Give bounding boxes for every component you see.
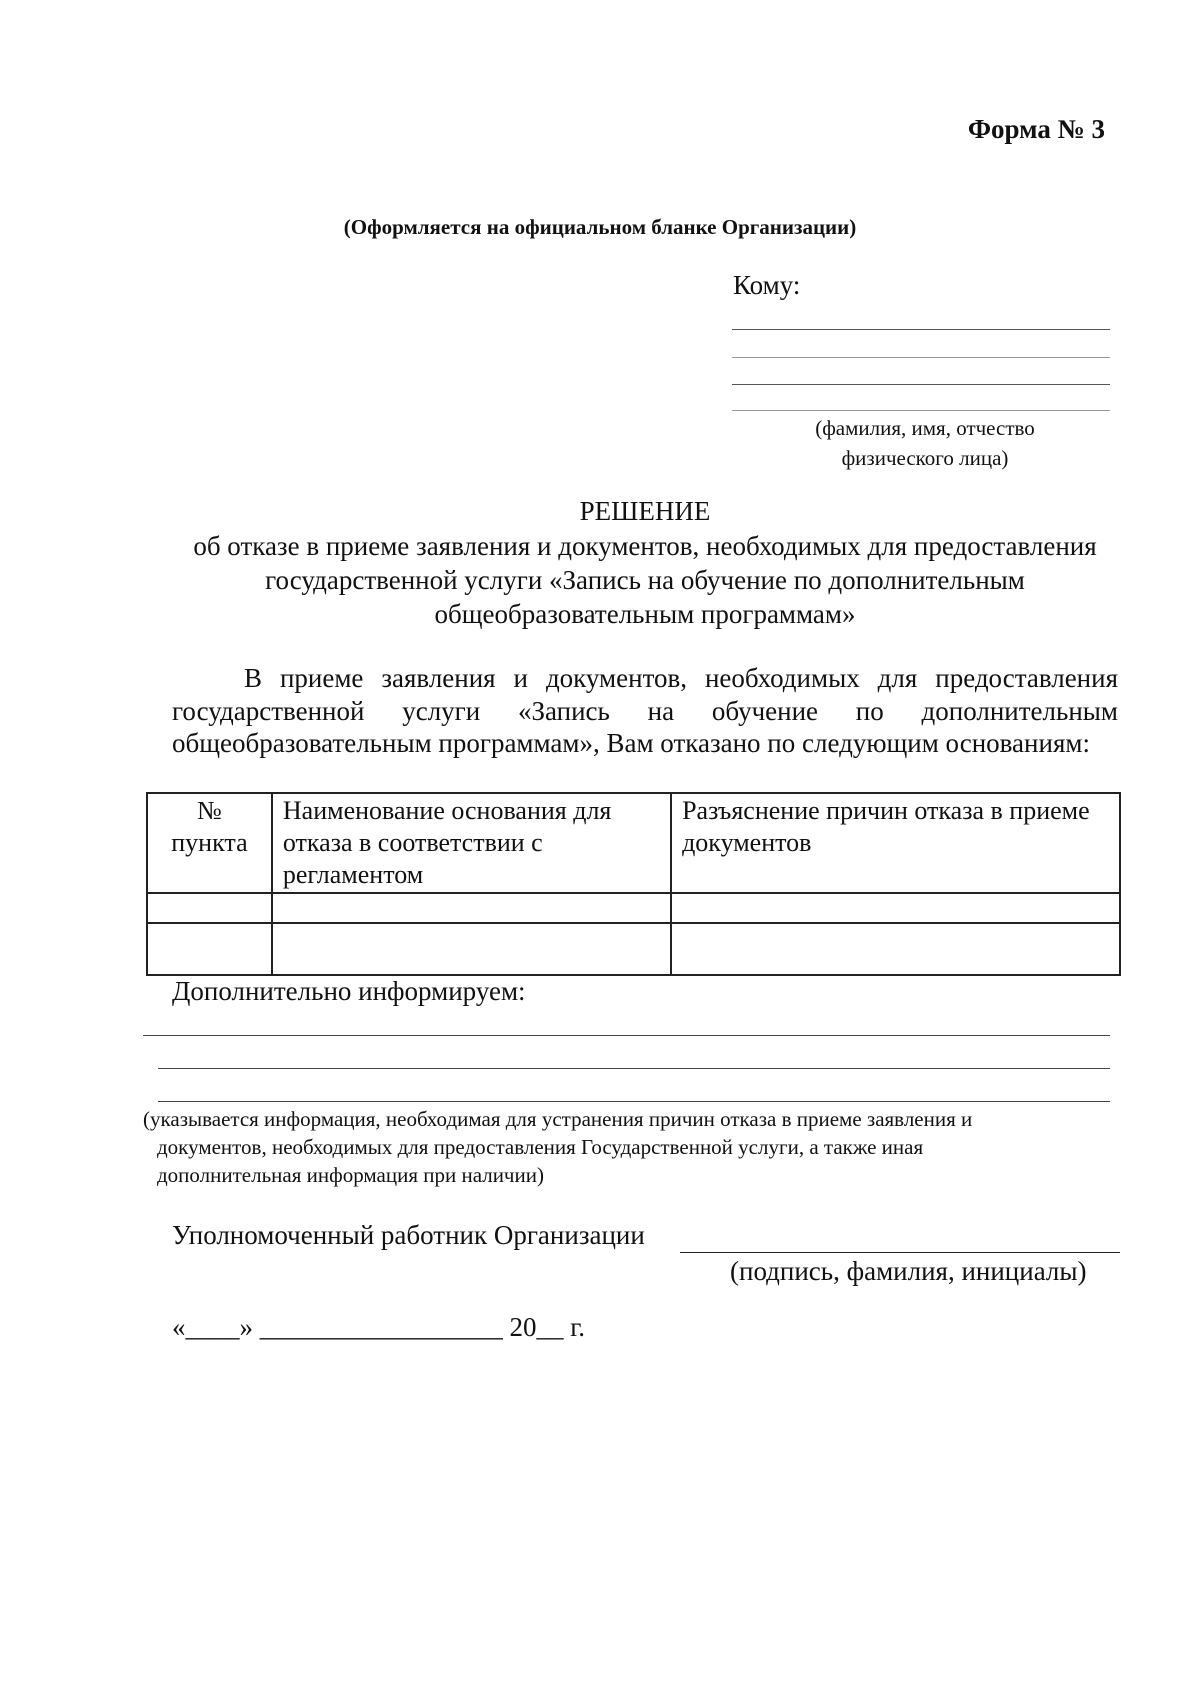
table-row xyxy=(147,923,1120,975)
addressee-caption-line-2: физического лица) xyxy=(841,446,1009,470)
additional-caption-line-1: (указывается информация, необходимая для устранения причин отказа в приеме заявления и xyxy=(143,1107,973,1131)
addressee-line-4[interactable] xyxy=(732,410,1110,411)
table-cell[interactable] xyxy=(147,893,272,923)
table-cell[interactable] xyxy=(147,923,272,975)
header-reason-explanation: Разъяснение причин отказа в приеме документов xyxy=(671,793,1120,893)
additional-info-label: Дополнительно информируем: xyxy=(172,976,526,1006)
additional-info-line-1[interactable] xyxy=(143,1035,1110,1036)
table-cell[interactable] xyxy=(671,923,1120,975)
refusal-reasons-table xyxy=(146,792,1121,976)
official-blank-note: (Оформляется на официальном бланке Организации) xyxy=(343,215,857,239)
signature-line[interactable] xyxy=(680,1252,1120,1253)
document-subtitle: об отказе в приеме заявления и документов, необходимых для предоставления государственной услуги «Запись на обучение по дополнительным общеобразовательным программам» xyxy=(193,531,1097,629)
table-cell[interactable] xyxy=(272,923,671,975)
header-item-number: № пункта xyxy=(147,793,272,893)
addressee-caption xyxy=(700,413,1150,473)
additional-info-line-3[interactable] xyxy=(158,1101,1110,1102)
date-line[interactable]: «____» __________________ 20__ г. xyxy=(172,1312,586,1342)
addressee-caption-line-1: (фамилия, имя, отчество xyxy=(815,416,1035,440)
signature-caption: (подпись, фамилия, инициалы) xyxy=(730,1256,1087,1286)
table-row xyxy=(147,893,1120,923)
form-number: Форма № 3 xyxy=(967,114,1105,144)
additional-caption-line-3: дополнительная информация при наличии) xyxy=(157,1163,544,1187)
addressee-label: Кому: xyxy=(733,270,801,300)
additional-info-line-2[interactable] xyxy=(158,1068,1110,1069)
addressee-line-1[interactable] xyxy=(732,329,1110,330)
table-cell[interactable] xyxy=(272,893,671,923)
document-title: РЕШЕНИЕ xyxy=(579,496,711,526)
additional-caption-line-2: документов, необходимых для предоставления Государственной услуги, а также иная xyxy=(157,1135,924,1159)
table-cell[interactable] xyxy=(671,893,1120,923)
addressee-line-3[interactable] xyxy=(732,384,1110,385)
signer-label: Уполномоченный работник Организации xyxy=(172,1220,645,1250)
header-reason-name: Наименование основания для отказа в соответствии с регламентом xyxy=(272,793,671,893)
additional-info-caption xyxy=(143,1105,1143,1189)
body-paragraph: В приеме заявления и документов, необходимых для предоставления государственной услуги «Запись на обучение по дополнительным общеобразовательным программам», Вам отказано по следующим основаниям: xyxy=(172,663,1118,758)
addressee-line-2[interactable] xyxy=(732,357,1110,358)
